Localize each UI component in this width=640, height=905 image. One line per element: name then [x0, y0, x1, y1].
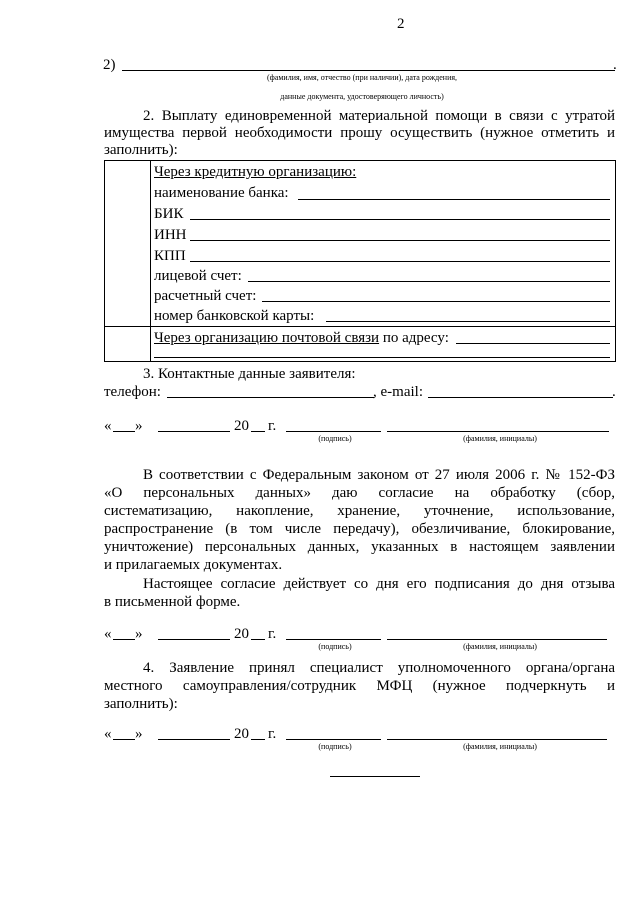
signature-field[interactable] [286, 639, 381, 640]
card-number-field[interactable] [326, 321, 610, 322]
phone-label: телефон: [104, 384, 161, 400]
email-field[interactable] [428, 397, 613, 398]
date-close-quote: » [135, 418, 143, 434]
name-initials-field[interactable] [387, 639, 607, 640]
personal-account-field[interactable] [248, 281, 610, 282]
applicant2-line[interactable] [122, 70, 615, 71]
consent-line4: распространение (в том числе передачу), обезличивание, блокирование, [104, 521, 615, 537]
bik-label: БИК [154, 206, 184, 222]
bik-field[interactable] [190, 219, 610, 220]
section2-line3: заполнить): [104, 142, 178, 158]
name-initials-field[interactable] [387, 739, 607, 740]
settlement-account-field[interactable] [262, 301, 610, 302]
kpp-label: КПП [154, 248, 186, 264]
date-open-quote: « [104, 418, 112, 434]
day-field[interactable] [113, 431, 135, 432]
signature-field[interactable] [286, 739, 381, 740]
year-prefix: 20 [234, 726, 249, 742]
post-address-text: по адресу: [379, 330, 449, 346]
date-close-quote: » [135, 726, 143, 742]
consent-line1: В соответствии с Федеральным законом от 27 июля 2006 г. № 152-ФЗ [143, 467, 615, 483]
bank-name-field[interactable] [298, 199, 610, 200]
caption-fio-dob: (фамилия, имя, отчество (при наличии), дата рождения, [266, 73, 458, 82]
personal-account-label: лицевой счет: [154, 268, 242, 284]
post-address-field-2[interactable] [154, 357, 610, 358]
validity-line1: Настоящее согласие действует со дня его подписания до дня отзыва [143, 576, 615, 592]
year-suffix: г. [268, 726, 277, 742]
settlement-account-label: расчетный счет: [154, 288, 257, 304]
inn-label: ИНН [154, 227, 187, 243]
caption-name-initials: (фамилия, инициалы) [463, 434, 537, 443]
kpp-field[interactable] [190, 261, 610, 262]
post-checkbox-cell[interactable] [105, 327, 149, 360]
consent-line3: систематизацию, накопление, хранение, уточнение, использование, [104, 503, 615, 519]
caption-name-initials: (фамилия, инициалы) [463, 642, 537, 651]
day-field[interactable] [113, 639, 135, 640]
section2-line2: имущества первой необходимости прошу осуществить (нужное отметить и [104, 125, 615, 141]
phone-field[interactable] [167, 397, 374, 398]
month-field[interactable] [158, 739, 230, 740]
inn-field[interactable] [190, 240, 610, 241]
year-field[interactable] [251, 431, 265, 432]
post-underlined-text: Через организацию почтовой связи [154, 330, 380, 346]
date-close-quote: » [135, 626, 143, 642]
consent-line2: «О персональных данных» даю согласие на обработку (сбор, [104, 485, 615, 501]
year-field[interactable] [251, 639, 265, 640]
contacts-end: . [612, 384, 616, 400]
year-field[interactable] [251, 739, 265, 740]
caption-document: данные документа, удостоверяющего личность) [280, 92, 444, 101]
bank-checkbox-cell[interactable] [105, 161, 149, 325]
section4-line3: заполнить): [104, 696, 178, 712]
post-address-field[interactable] [456, 343, 610, 344]
card-number-label: номер банковской карты: [154, 308, 315, 324]
month-field[interactable] [158, 639, 230, 640]
year-prefix: 20 [234, 418, 249, 434]
caption-signature: (подпись) [318, 642, 352, 651]
closing-divider [330, 776, 420, 777]
caption-signature: (подпись) [318, 434, 352, 443]
item2-label: 2) [103, 57, 116, 73]
section4-line2: местного самоуправления/сотрудник МФЦ (нужное подчеркнуть и [104, 678, 615, 694]
validity-line2: в письменной форме. [104, 594, 241, 610]
date-open-quote: « [104, 626, 112, 642]
day-field[interactable] [113, 739, 135, 740]
date-open-quote: « [104, 726, 112, 742]
bank-heading: Через кредитную организацию: [154, 164, 357, 180]
page-number: 2 [397, 16, 405, 32]
year-suffix: г. [268, 418, 277, 434]
item2-end: . [613, 57, 617, 73]
caption-signature: (подпись) [318, 742, 352, 751]
email-label: , e-mail: [373, 384, 423, 400]
name-initials-field[interactable] [387, 431, 609, 432]
bank-name-label: наименование банка: [154, 185, 289, 201]
section4-line1: 4. Заявление принял специалист уполномоченного органа/органа [143, 660, 615, 676]
month-field[interactable] [158, 431, 230, 432]
section2-line1: 2. Выплату единовременной материальной помощи в связи с утратой [143, 108, 615, 124]
consent-line6: и прилагаемых документах. [104, 557, 283, 573]
year-suffix: г. [268, 626, 277, 642]
signature-field[interactable] [286, 431, 381, 432]
consent-line5: уничтожение) персональных данных, указанных в настоящем заявлении [104, 539, 615, 555]
year-prefix: 20 [234, 626, 249, 642]
caption-name-initials: (фамилия, инициалы) [463, 742, 537, 751]
post-label [154, 330, 449, 347]
section3-title: 3. Контактные данные заявителя: [143, 366, 356, 382]
